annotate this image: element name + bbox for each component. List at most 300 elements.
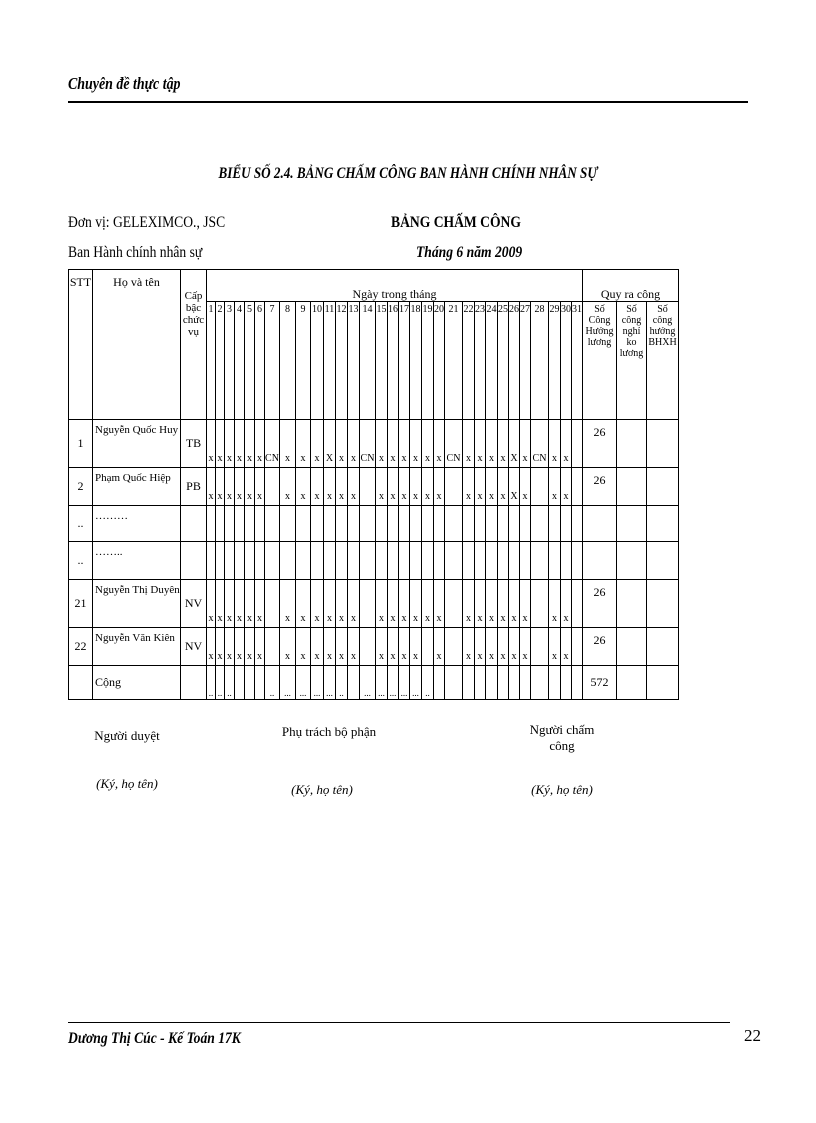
day-cell (265, 506, 280, 542)
total-day-cell (520, 666, 531, 700)
total-day-cell: .. (422, 666, 434, 700)
day-cell: x (245, 420, 255, 468)
day-header: 17 (399, 302, 410, 420)
day-cell: x (561, 628, 572, 666)
day-cell (280, 506, 296, 542)
day-cell: x (225, 468, 235, 506)
day-cell (410, 506, 422, 542)
row-unpaid-days (617, 420, 647, 468)
period: Tháng 6 năm 2009 (416, 244, 523, 261)
day-cell (360, 542, 376, 580)
day-cell: x (549, 628, 561, 666)
row-stt: .. (69, 506, 93, 542)
day-header: 11 (324, 302, 336, 420)
total-day-cell: .. (207, 666, 216, 700)
total-paid-days: 572 (583, 666, 617, 700)
row-rank (181, 542, 207, 580)
row-bhxh-days (647, 542, 679, 580)
col-stt: STT (69, 270, 93, 420)
day-cell: x (216, 628, 225, 666)
day-cell: x (255, 628, 265, 666)
day-cell: x (280, 580, 296, 628)
day-cell: x (255, 468, 265, 506)
day-header: 29 (549, 302, 561, 420)
row-bhxh-days (647, 580, 679, 628)
row-unpaid-days (617, 580, 647, 628)
day-cell: x (216, 580, 225, 628)
day-cell: x (216, 468, 225, 506)
row-rank (181, 506, 207, 542)
row-rank: TB (181, 420, 207, 468)
day-header: 26 (509, 302, 520, 420)
col-rank: Cấp bậc chức vụ (181, 270, 207, 420)
day-cell: x (324, 468, 336, 506)
row-unpaid-days (617, 468, 647, 506)
day-header: 15 (376, 302, 388, 420)
day-cell (445, 628, 463, 666)
day-cell: x (422, 580, 434, 628)
day-cell (498, 542, 509, 580)
day-cell: x (348, 468, 360, 506)
days-group-header: Ngày trong tháng (207, 270, 583, 302)
day-header: 14 (360, 302, 376, 420)
day-cell (572, 542, 583, 580)
total-day-cell (498, 666, 509, 700)
day-cell: x (225, 580, 235, 628)
day-cell: x (388, 420, 399, 468)
day-cell: x (296, 420, 311, 468)
total-day-cell: ... (280, 666, 296, 700)
day-cell: x (296, 580, 311, 628)
day-cell: x (388, 468, 399, 506)
day-cell: x (549, 420, 561, 468)
total-day-cell (348, 666, 360, 700)
row-paid-days: 26 (583, 628, 617, 666)
unit-line: Đơn vị: GELEXIMCO., JSC (68, 214, 226, 231)
day-cell (498, 506, 509, 542)
day-cell: x (235, 580, 245, 628)
total-day-cell: .. (216, 666, 225, 700)
signature-timekeeper-role: Người chấm công (529, 722, 595, 753)
day-cell: x (311, 420, 324, 468)
day-header: 22 (463, 302, 475, 420)
day-header: 3 (225, 302, 235, 420)
day-cell: x (348, 580, 360, 628)
day-cell (360, 506, 376, 542)
day-cell (410, 542, 422, 580)
day-cell: CN (360, 420, 376, 468)
total-bhxh (647, 666, 679, 700)
day-cell: x (561, 468, 572, 506)
total-day-cell (509, 666, 520, 700)
day-cell: x (549, 468, 561, 506)
day-cell (336, 542, 348, 580)
row-rank: PB (181, 468, 207, 506)
total-day-cell (463, 666, 475, 700)
day-cell: x (486, 580, 498, 628)
day-cell: CN (445, 420, 463, 468)
row-stt: 21 (69, 580, 93, 628)
day-cell (422, 542, 434, 580)
day-cell: x (475, 580, 486, 628)
header-rule (68, 101, 748, 103)
day-cell (531, 468, 549, 506)
day-cell (434, 542, 445, 580)
row-stt: 2 (69, 468, 93, 506)
row-unpaid-days (617, 542, 647, 580)
day-cell: x (336, 628, 348, 666)
signature-department-role: Phụ trách bộ phận (281, 724, 377, 739)
day-cell (434, 506, 445, 542)
table-row (69, 506, 679, 542)
day-cell: x (475, 628, 486, 666)
day-header: 4 (235, 302, 245, 420)
day-cell: x (255, 580, 265, 628)
day-cell: x (311, 628, 324, 666)
day-cell: x (280, 420, 296, 468)
day-cell: x (255, 420, 265, 468)
row-paid-days: 26 (583, 580, 617, 628)
day-cell: x (207, 420, 216, 468)
row-unpaid-days (617, 506, 647, 542)
day-header: 8 (280, 302, 296, 420)
summary-col-header: Số công nghỉ ko lương (617, 302, 647, 420)
day-cell: x (207, 468, 216, 506)
footer-rule (68, 1022, 730, 1023)
day-cell (207, 542, 216, 580)
day-cell (336, 506, 348, 542)
row-unpaid-days (617, 628, 647, 666)
row-paid-days (583, 542, 617, 580)
day-cell: x (498, 580, 509, 628)
row-name: Nguyễn Văn Kiên (93, 628, 181, 666)
total-unpaid (617, 666, 647, 700)
summary-group-header: Quy ra công (583, 270, 679, 302)
day-cell: x (486, 468, 498, 506)
row-rank: NV (181, 628, 207, 666)
day-cell (572, 628, 583, 666)
day-cell (520, 542, 531, 580)
total-label: Cộng (93, 666, 181, 700)
day-cell (531, 506, 549, 542)
row-rank: NV (181, 580, 207, 628)
department-line: Ban Hành chính nhân sự (68, 244, 203, 261)
day-header: 23 (475, 302, 486, 420)
day-header: 13 (348, 302, 360, 420)
day-cell: x (235, 420, 245, 468)
day-cell: x (376, 628, 388, 666)
day-header: 12 (336, 302, 348, 420)
day-header: 16 (388, 302, 399, 420)
day-cell: x (336, 580, 348, 628)
day-cell: x (422, 468, 434, 506)
row-paid-days (583, 506, 617, 542)
day-cell (399, 542, 410, 580)
day-cell: x (376, 420, 388, 468)
day-cell (445, 468, 463, 506)
signature-department-sign: (Ký, họ tên) (291, 782, 353, 797)
day-cell: x (324, 580, 336, 628)
day-cell (360, 468, 376, 506)
page-number: 22 (744, 1026, 761, 1045)
day-cell (376, 506, 388, 542)
total-day-cell (486, 666, 498, 700)
day-cell: x (216, 420, 225, 468)
row-name: Phạm Quốc Hiệp (93, 468, 181, 506)
day-cell: x (225, 628, 235, 666)
day-cell (561, 542, 572, 580)
total-day-cell (255, 666, 265, 700)
day-header: 18 (410, 302, 422, 420)
day-cell (445, 542, 463, 580)
footer-author: Dương Thị Cúc - Kế Toán 17K (68, 1030, 241, 1047)
day-cell (245, 542, 255, 580)
day-cell: x (520, 420, 531, 468)
day-header: 21 (445, 302, 463, 420)
day-cell (235, 542, 245, 580)
day-cell (572, 468, 583, 506)
day-cell: x (235, 468, 245, 506)
signature-timekeeper-sign: (Ký, họ tên) (531, 782, 593, 797)
day-cell: x (434, 468, 445, 506)
total-day-cell: .. (336, 666, 348, 700)
day-cell (296, 506, 311, 542)
page-header-title: Chuyên đề thực tập (68, 74, 181, 93)
day-cell: x (311, 580, 324, 628)
total-day-cell: .. (225, 666, 235, 700)
day-cell: x (434, 628, 445, 666)
day-cell (265, 580, 280, 628)
day-cell (360, 628, 376, 666)
day-cell: x (463, 420, 475, 468)
day-cell: x (245, 628, 255, 666)
day-cell (399, 506, 410, 542)
day-cell (255, 542, 265, 580)
signature-approver-sign: (Ký, họ tên) (96, 776, 158, 791)
day-cell (225, 506, 235, 542)
total-day-cell: ... (324, 666, 336, 700)
row-bhxh-days (647, 420, 679, 468)
day-cell (265, 628, 280, 666)
total-day-cell: ... (410, 666, 422, 700)
day-cell: x (561, 580, 572, 628)
day-cell: x (475, 468, 486, 506)
timesheet-table (68, 269, 679, 700)
day-cell: x (520, 468, 531, 506)
day-cell: x (520, 628, 531, 666)
day-cell: x (410, 580, 422, 628)
day-cell: CN (265, 420, 280, 468)
day-cell: x (235, 628, 245, 666)
row-bhxh-days (647, 628, 679, 666)
day-cell: x (399, 420, 410, 468)
day-cell (463, 506, 475, 542)
total-day-cell: ... (399, 666, 410, 700)
total-day-cell: ... (376, 666, 388, 700)
day-cell (445, 580, 463, 628)
day-cell: x (475, 420, 486, 468)
day-cell (561, 506, 572, 542)
day-cell: x (336, 468, 348, 506)
day-cell (549, 542, 561, 580)
total-day-cell: ... (388, 666, 399, 700)
day-cell (475, 506, 486, 542)
total-day-cell (434, 666, 445, 700)
day-cell (348, 542, 360, 580)
day-header: 24 (486, 302, 498, 420)
day-cell (296, 542, 311, 580)
day-header: 31 (572, 302, 583, 420)
day-cell: x (376, 580, 388, 628)
day-cell (311, 506, 324, 542)
total-day-cell (531, 666, 549, 700)
day-cell: x (399, 468, 410, 506)
day-cell (509, 506, 520, 542)
day-cell: x (388, 628, 399, 666)
row-paid-days: 26 (583, 420, 617, 468)
day-cell: x (280, 468, 296, 506)
day-cell (280, 542, 296, 580)
day-cell (422, 506, 434, 542)
day-cell: CN (531, 420, 549, 468)
day-cell: x (348, 420, 360, 468)
day-cell (388, 506, 399, 542)
row-stt: 1 (69, 420, 93, 468)
day-cell: x (486, 420, 498, 468)
day-cell: x (207, 580, 216, 628)
total-day-cell (235, 666, 245, 700)
day-cell: x (434, 580, 445, 628)
table-row (69, 628, 679, 666)
day-cell: x (561, 420, 572, 468)
day-cell (572, 580, 583, 628)
day-cell (255, 506, 265, 542)
summary-col-header: Số công hưởng BHXH (647, 302, 679, 420)
day-cell: x (376, 468, 388, 506)
day-cell (311, 542, 324, 580)
day-cell (509, 542, 520, 580)
day-cell (376, 542, 388, 580)
total-stt (69, 666, 93, 700)
day-cell: x (336, 420, 348, 468)
day-cell: x (509, 628, 520, 666)
total-day-cell: .. (265, 666, 280, 700)
day-cell (324, 542, 336, 580)
row-stt: 22 (69, 628, 93, 666)
row-bhxh-days (647, 506, 679, 542)
day-header: 7 (265, 302, 280, 420)
day-cell (486, 542, 498, 580)
day-cell (324, 506, 336, 542)
row-name: Nguyễn Quốc Huy (93, 420, 181, 468)
day-cell (549, 506, 561, 542)
day-cell (265, 468, 280, 506)
day-cell: x (225, 420, 235, 468)
day-cell: x (399, 628, 410, 666)
day-cell: x (434, 420, 445, 468)
total-day-cell (572, 666, 583, 700)
day-cell (265, 542, 280, 580)
day-cell (531, 628, 549, 666)
day-cell: x (311, 468, 324, 506)
summary-col-header: Số Công Hưởng lương (583, 302, 617, 420)
day-header: 6 (255, 302, 265, 420)
day-cell (360, 580, 376, 628)
day-cell: x (399, 580, 410, 628)
day-header: 30 (561, 302, 572, 420)
row-paid-days: 26 (583, 468, 617, 506)
day-cell: x (280, 628, 296, 666)
day-cell: x (498, 420, 509, 468)
day-cell (225, 542, 235, 580)
day-cell: x (463, 580, 475, 628)
total-day-cell (245, 666, 255, 700)
day-cell: x (463, 628, 475, 666)
day-cell: x (410, 628, 422, 666)
day-header: 9 (296, 302, 311, 420)
total-day-cell: ... (311, 666, 324, 700)
day-header: 19 (422, 302, 434, 420)
col-name: Họ và tên (93, 270, 181, 420)
total-day-cell: ... (360, 666, 376, 700)
day-cell (388, 542, 399, 580)
day-cell: x (509, 580, 520, 628)
table-row (69, 468, 679, 506)
total-rank (181, 666, 207, 700)
day-cell (445, 506, 463, 542)
day-cell (486, 506, 498, 542)
total-row (69, 666, 679, 700)
day-cell (235, 506, 245, 542)
sheet-title: BẢNG CHẤM CÔNG (391, 214, 521, 231)
day-cell: x (410, 420, 422, 468)
day-cell: x (486, 628, 498, 666)
day-header: 2 (216, 302, 225, 420)
day-cell (348, 506, 360, 542)
total-day-cell (561, 666, 572, 700)
total-day-cell: ... (296, 666, 311, 700)
total-day-cell (549, 666, 561, 700)
day-cell (531, 542, 549, 580)
day-cell (531, 580, 549, 628)
day-cell: X (509, 420, 520, 468)
day-cell: x (388, 580, 399, 628)
total-day-cell (475, 666, 486, 700)
day-header: 10 (311, 302, 324, 420)
signature-approver-role: Người duyệt (94, 728, 160, 743)
row-name: ……… (93, 506, 181, 542)
day-header: 27 (520, 302, 531, 420)
day-header: 25 (498, 302, 509, 420)
day-cell (572, 420, 583, 468)
row-name: Nguyễn Thị Duyên (93, 580, 181, 628)
day-cell (463, 542, 475, 580)
day-header: 20 (434, 302, 445, 420)
day-cell (422, 628, 434, 666)
day-header: 1 (207, 302, 216, 420)
day-cell (207, 506, 216, 542)
day-cell: X (324, 420, 336, 468)
day-cell: x (245, 580, 255, 628)
table-row (69, 420, 679, 468)
document-title: BIỂU SỐ 2.4. BẢNG CHẤM CÔNG BAN HÀNH CHÍNH NHÂN SỰ (218, 165, 598, 182)
day-header: 5 (245, 302, 255, 420)
day-cell (572, 506, 583, 542)
table-row (69, 542, 679, 580)
day-cell: x (463, 468, 475, 506)
day-cell: x (245, 468, 255, 506)
day-cell: x (207, 628, 216, 666)
